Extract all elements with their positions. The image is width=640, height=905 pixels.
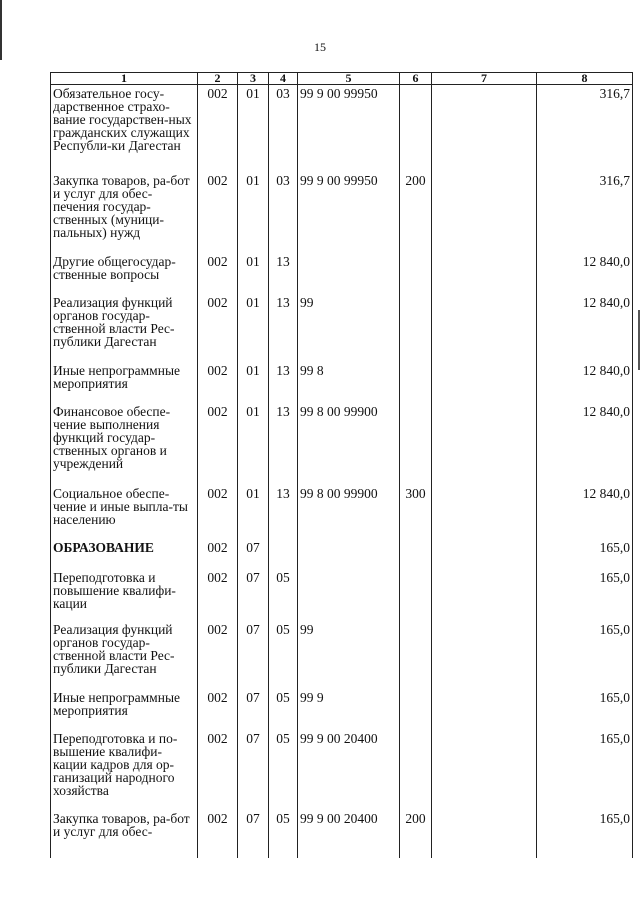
row-subsection-code: 05 — [269, 730, 298, 810]
table-row — [51, 403, 633, 485]
header-col-2: 2 — [198, 73, 238, 85]
row-expense-type-code — [400, 294, 432, 362]
row-name: Другие общегосудар-ственные вопросы — [51, 253, 198, 294]
row-subsection-code: 13 — [269, 253, 298, 294]
row-ved-code: 002 — [198, 539, 238, 569]
row-expense-type-code — [400, 253, 432, 294]
page-number: 15 — [314, 40, 326, 54]
row-amount: 165,0 — [537, 689, 633, 730]
row-section-code: 01 — [238, 485, 269, 539]
table-row — [51, 172, 633, 253]
row-target-code: 99 9 00 99950 — [298, 172, 400, 253]
row-ved-code: 002 — [198, 172, 238, 253]
row-col7 — [432, 621, 537, 689]
row-ved-code: 002 — [198, 253, 238, 294]
row-expense-type-code — [400, 362, 432, 403]
row-target-code: 99 9 00 99950 — [298, 85, 400, 172]
table-row — [51, 85, 633, 172]
row-section-code: 07 — [238, 730, 269, 810]
row-ved-code: 002 — [198, 294, 238, 362]
row-amount: 165,0 — [537, 569, 633, 621]
row-expense-type-code — [400, 85, 432, 172]
row-name: Закупка товаров, ра-бот и услуг для обес- — [51, 810, 198, 858]
row-subsection-code: 05 — [269, 569, 298, 621]
header-col-6: 6 — [400, 73, 432, 85]
row-amount: 165,0 — [537, 621, 633, 689]
row-amount: 12 840,0 — [537, 294, 633, 362]
row-section-code: 01 — [238, 403, 269, 485]
row-subsection-code: 13 — [269, 485, 298, 539]
row-col7 — [432, 569, 537, 621]
row-target-code: 99 8 00 99900 — [298, 485, 400, 539]
row-subsection-code: 05 — [269, 810, 298, 858]
header-col-3: 3 — [238, 73, 269, 85]
row-col7 — [432, 403, 537, 485]
row-col7 — [432, 253, 537, 294]
table-row — [51, 485, 633, 539]
row-col7 — [432, 294, 537, 362]
row-expense-type-code — [400, 730, 432, 810]
row-target-code: 99 8 00 99900 — [298, 403, 400, 485]
row-col7 — [432, 730, 537, 810]
row-section-code: 07 — [238, 539, 269, 569]
row-amount: 165,0 — [537, 730, 633, 810]
row-name: Обязательное госу-дарственное страхо-вание государствен-ных гражданских служащих Республи-ки Дагестан — [51, 85, 198, 172]
row-amount: 316,7 — [537, 172, 633, 253]
row-subsection-code — [269, 539, 298, 569]
row-subsection-code: 03 — [269, 172, 298, 253]
row-target-code: 99 9 00 20400 — [298, 810, 400, 858]
row-col7 — [432, 810, 537, 858]
row-section-code: 07 — [238, 689, 269, 730]
row-expense-type-code — [400, 569, 432, 621]
row-subsection-code: 03 — [269, 85, 298, 172]
row-amount: 316,7 — [537, 85, 633, 172]
row-section-code: 07 — [238, 810, 269, 858]
header-col-4: 4 — [269, 73, 298, 85]
table-row — [51, 689, 633, 730]
row-subsection-code: 13 — [269, 403, 298, 485]
row-section-code: 01 — [238, 85, 269, 172]
row-name: Иные непрограммные мероприятия — [51, 689, 198, 730]
row-target-code: 99 — [298, 294, 400, 362]
row-section-code: 01 — [238, 362, 269, 403]
table-row — [51, 294, 633, 362]
row-col7 — [432, 485, 537, 539]
row-target-code: 99 — [298, 621, 400, 689]
table-header-row — [51, 73, 633, 85]
row-ved-code: 002 — [198, 621, 238, 689]
row-expense-type-code: 200 — [400, 810, 432, 858]
row-target-code — [298, 569, 400, 621]
row-col7 — [432, 539, 537, 569]
table-row — [51, 569, 633, 621]
row-expense-type-code — [400, 689, 432, 730]
row-subsection-code: 05 — [269, 689, 298, 730]
row-target-code — [298, 539, 400, 569]
row-ved-code: 002 — [198, 569, 238, 621]
row-expense-type-code: 300 — [400, 485, 432, 539]
table-row — [51, 253, 633, 294]
row-ved-code: 002 — [198, 362, 238, 403]
row-subsection-code: 13 — [269, 362, 298, 403]
row-col7 — [432, 172, 537, 253]
row-subsection-code: 13 — [269, 294, 298, 362]
row-name: Финансовое обеспе-чение выполнения функций государ-ственных органов и учреждений — [51, 403, 198, 485]
row-name: ОБРАЗОВАНИЕ — [51, 539, 198, 569]
table-body — [51, 85, 633, 858]
header-col-8: 8 — [537, 73, 633, 85]
table-row — [51, 539, 633, 569]
row-name: Закупка товаров, ра-бот и услуг для обес-печения государ-ственных (муници-пальных) нужд — [51, 172, 198, 253]
row-section-code: 01 — [238, 253, 269, 294]
row-col7 — [432, 689, 537, 730]
row-name: Переподготовка и по-вышение квалифи-кации кадров для ор-ганизаций народного хозяйства — [51, 730, 198, 810]
table-row — [51, 810, 633, 858]
row-name: Реализация функций органов государ-ственной власти Рес-публики Дагестан — [51, 294, 198, 362]
table-row — [51, 362, 633, 403]
row-col7 — [432, 85, 537, 172]
row-expense-type-code — [400, 621, 432, 689]
row-section-code: 07 — [238, 569, 269, 621]
header-col-7: 7 — [432, 73, 537, 85]
row-amount: 12 840,0 — [537, 403, 633, 485]
row-target-code: 99 8 — [298, 362, 400, 403]
row-ved-code: 002 — [198, 85, 238, 172]
row-subsection-code: 05 — [269, 621, 298, 689]
table-row — [51, 621, 633, 689]
row-name: Иные непрограммные мероприятия — [51, 362, 198, 403]
row-section-code: 01 — [238, 294, 269, 362]
row-amount: 165,0 — [537, 539, 633, 569]
table-row — [51, 730, 633, 810]
row-amount: 12 840,0 — [537, 485, 633, 539]
row-ved-code: 002 — [198, 485, 238, 539]
row-ved-code: 002 — [198, 730, 238, 810]
row-ved-code: 002 — [198, 810, 238, 858]
row-ved-code: 002 — [198, 403, 238, 485]
row-expense-type-code — [400, 539, 432, 569]
budget-table — [50, 72, 633, 858]
row-col7 — [432, 362, 537, 403]
row-target-code — [298, 253, 400, 294]
header-col-1: 1 — [51, 73, 198, 85]
row-name: Реализация функций органов государ-ственной власти Рес-публики Дагестан — [51, 621, 198, 689]
row-target-code: 99 9 — [298, 689, 400, 730]
header-col-5: 5 — [298, 73, 400, 85]
row-amount: 165,0 — [537, 810, 633, 858]
row-amount: 12 840,0 — [537, 253, 633, 294]
row-target-code: 99 9 00 20400 — [298, 730, 400, 810]
row-name: Социальное обеспе-чение и иные выпла-ты населению — [51, 485, 198, 539]
row-expense-type-code: 200 — [400, 172, 432, 253]
row-section-code: 01 — [238, 172, 269, 253]
row-ved-code: 002 — [198, 689, 238, 730]
row-section-code: 07 — [238, 621, 269, 689]
row-expense-type-code — [400, 403, 432, 485]
row-name: Переподготовка и повышение квалифи-кации — [51, 569, 198, 621]
row-amount: 12 840,0 — [537, 362, 633, 403]
